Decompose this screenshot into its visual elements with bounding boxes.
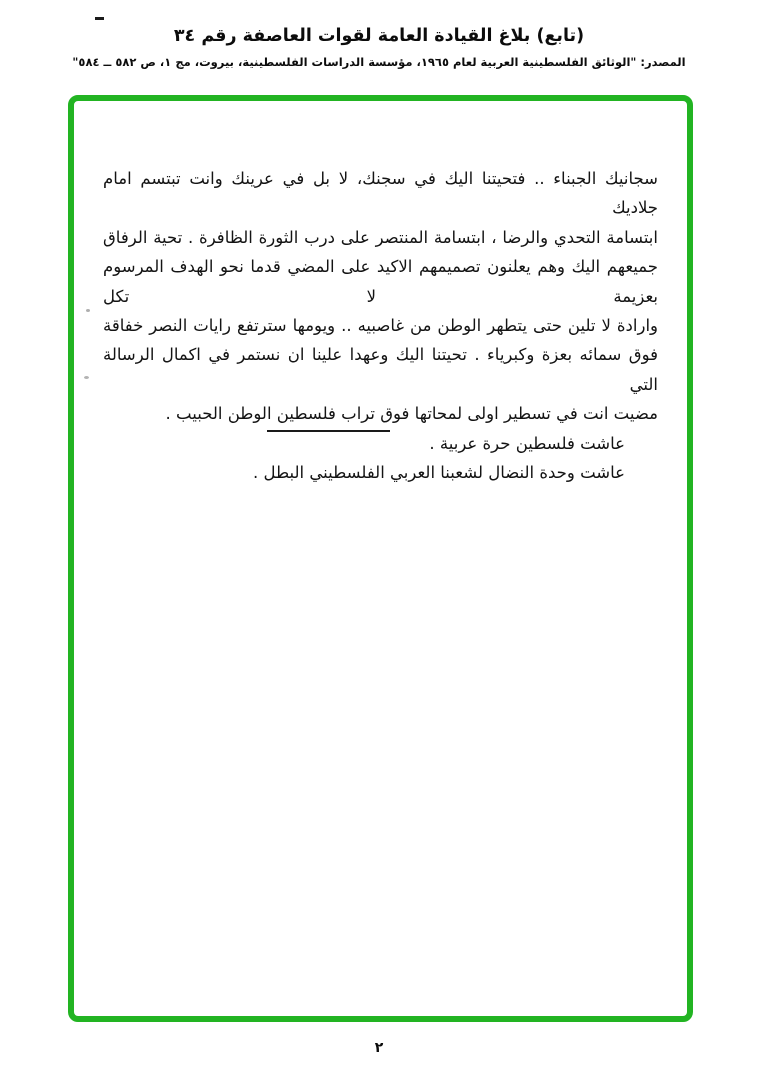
body-line: فوق سمائه بعزة وكبرياء . تحيتنا اليك وعهدا علينا ان نستمر في اكمال الرسالة التي [103,345,658,394]
body-line: جميعهم اليك وهم يعلنون تصميمهم الاكيد على المضي قدما نحو الهدف المرسوم بعزيمة لا تكل [103,257,658,306]
source-citation: المصدر: "الوثائق الفلسطينية العربية لعام ١٩٦٥، مؤسسة الدراسات الفلسطينية، بيروت، مج ١، ص ٥٨٢ ــ ٥٨٤" [72,55,686,69]
closing-rule [267,430,390,432]
body-text-block [103,164,658,487]
body-line: وارادة لا تلين حتى يتطهر الوطن من غاصبيه .. ويومها سترتفع رايات النصر خفاقة [103,316,658,336]
body-line: سجانيك الجبناء .. فتحيتنا اليك في سجنك، لا بل في عرينك وانت تبتسم امام جلاديك [103,169,658,218]
slogan-line: عاشت وحدة النضال لشعبنا العربي الفلسطيني البطل . [253,463,625,483]
scan-dash-artifact [95,17,104,20]
body-line: مضيت انت في تسطير اولى لمحاتها فوق تراب فلسطين الوطن الحبيب . [165,404,658,424]
slogan-line: عاشت فلسطين حرة عربية . [429,433,625,453]
document-title: (تابع) بلاغ القيادة العامة لقوات العاصفة رقم ٣٤ [173,26,585,46]
body-line: ابتسامة التحدي والرضا ، ابتسامة المنتصر على درب الثورة الظافرة . تحية الرفاق [103,227,658,247]
page-number: ٢ [374,1040,384,1056]
